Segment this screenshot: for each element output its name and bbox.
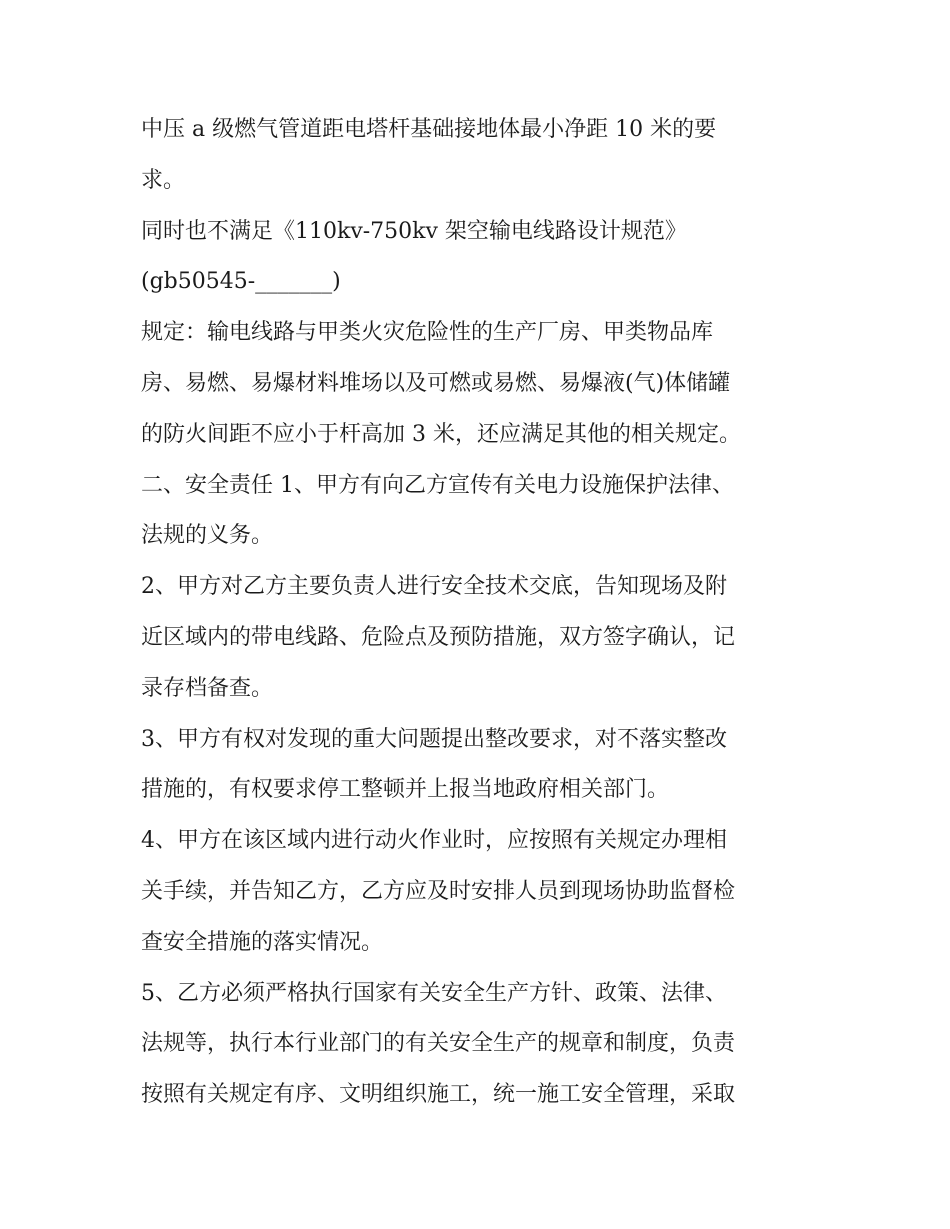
text-line: (gb50545-_______) [141,269,341,295]
text-line: 的防火间距不应小于杆高加 3 米，还应满足其他的相关规定。 [141,421,741,447]
text-line: 查安全措施的落实情况。 [141,929,384,955]
text-line: 房、易燃、易爆材料堆场以及可燃或易燃、易爆液(气)体储罐 [141,370,731,396]
text-line: 4、甲方在该区域内进行动火作业时，应按照有关规定办理相 [141,828,727,854]
text-line: 近区域内的带电线路、危险点及预防措施，双方签字确认，记 [141,624,736,650]
document-body [141,105,821,1121]
text-line: 规定：输电线路与甲类火灾危险性的生产厂房、甲类物品库 [141,320,714,346]
text-line: 二、安全责任 1、甲方有向乙方宣传有关电力设施保护法律、 [141,472,734,498]
text-line: 求。 [141,167,186,193]
text-line: 按照有关规定有序、文明组织施工，统一施工安全管理，采取 [141,1082,736,1108]
text-line: 3、甲方有权对发现的重大问题提出整改要求，对不落实整改 [141,726,727,752]
text-line: 关手续，并告知乙方，乙方应及时安排人员到现场协助监督检 [141,878,736,904]
text-line: 同时也不满足《110kv-750kv 架空输电线路设计规范》 [141,218,687,244]
text-line: 录存档备查。 [141,675,274,701]
text-line: 措施的，有权要求停工整顿并上报当地政府相关部门。 [141,777,670,803]
text-line: 法规等，执行本行业部门的有关安全生产的规章和制度，负责 [141,1031,736,1057]
text-line: 2、甲方对乙方主要负责人进行安全技术交底，告知现场及附 [141,574,727,600]
text-line: 中压 a 级燃气管道距电塔杆基础接地体最小净距 10 米的要 [141,117,717,142]
text-line: 法规的义务。 [141,523,274,549]
text-line: 5、乙方必须严格执行国家有关安全生产方针、政策、法律、 [141,980,727,1006]
